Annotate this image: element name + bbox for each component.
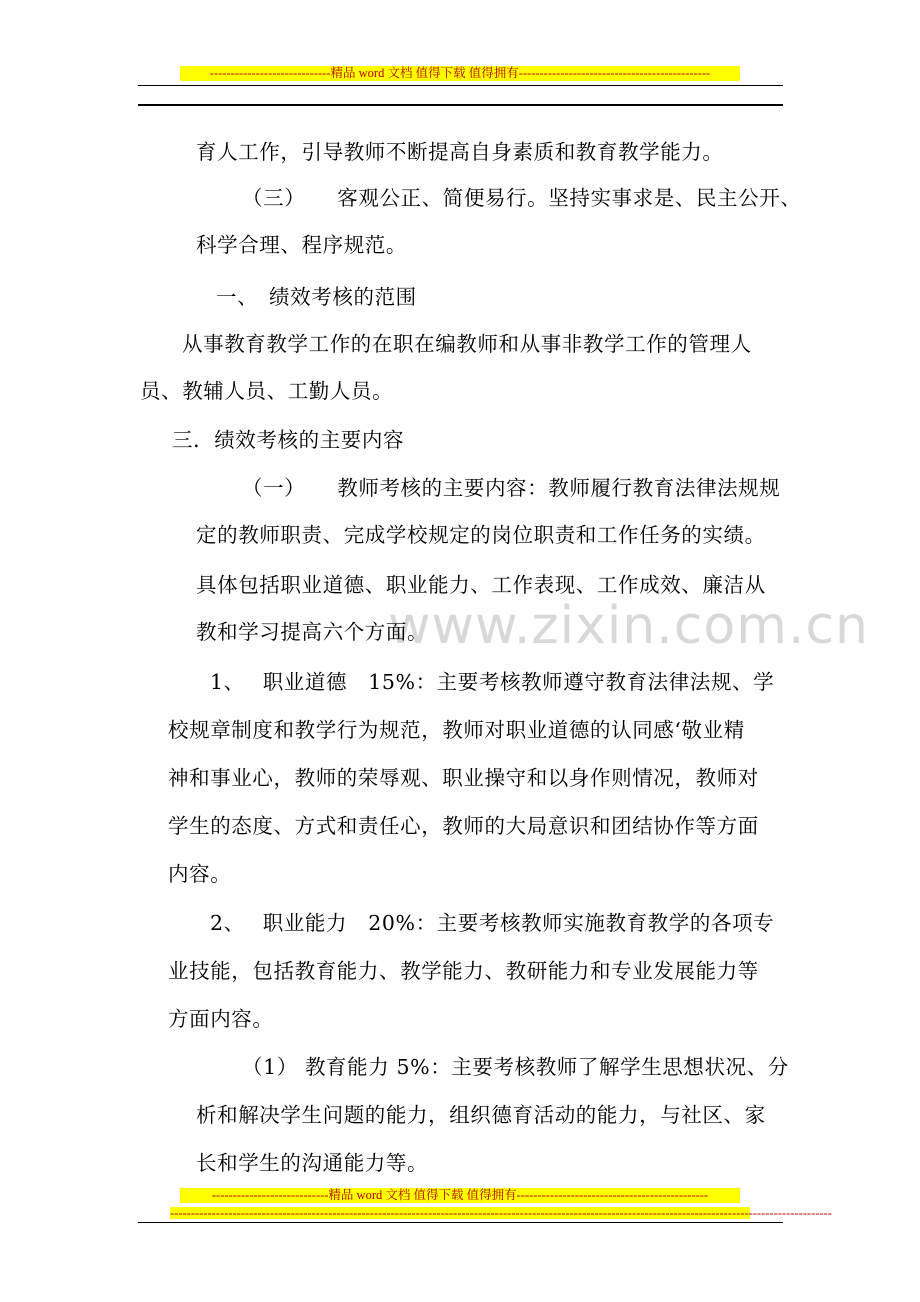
body-line: 从事教育教学工作的在职在编教师和从事非教学工作的管理人 — [182, 332, 752, 356]
body-line: （三） 客观公正、简便易行。坚持实事求是、民主公开、 — [242, 186, 802, 210]
section-heading: 三．绩效考核的主要内容 — [172, 428, 405, 452]
body-line: 2、 职业能力 20%：主要考核教师实施教育教学的各项专 — [210, 911, 775, 935]
footer-rule — [138, 1222, 783, 1223]
body-line: 神和事业心，教师的荣辱观、职业操守和以身作则情况，教师对 — [168, 766, 759, 790]
section-heading: 一、 绩效考核的范围 — [216, 285, 417, 309]
body-line: 1、 职业道德 15%：主要考核教师遵守教育法律法规、学 — [210, 670, 775, 694]
footer-banner: ----------------------------精品 word 文档 值得下载 值得拥有---------------------------------------------- — [180, 1188, 740, 1203]
body-line: 教和学习提高六个方面。 — [196, 620, 429, 644]
body-line: （1） 教育能力 5%：主要考核教师了解学生思想状况、分 — [242, 1055, 789, 1079]
body-line: 育人工作，引导教师不断提高自身素质和教育教学能力。 — [196, 140, 724, 164]
body-line: （一） 教师考核的主要内容：教师履行教育法律法规规 — [242, 476, 781, 500]
body-line: 析和解决学生问题的能力，组织德育活动的能力，与社区、家 — [196, 1103, 766, 1127]
body-line: 定的教师职责、完成学校规定的岗位职责和工作任务的实绩。 — [196, 523, 766, 547]
body-line: 校规章制度和教学行为规范，教师对职业道德的认同感‘敬业精 — [168, 718, 745, 742]
body-line: 具体包括职业道德、职业能力、工作表现、工作成效、廉洁从 — [196, 573, 766, 597]
header-banner: -----------------------------精品 word 文档 值得下载 值得拥有---------------------------------------------- — [180, 66, 740, 81]
body-line: 业技能，包括教育能力、教学能力、教研能力和专业发展能力等 — [168, 959, 759, 983]
footer-dashes: --------------------------------------------------------------------------------------------------------------------------------------------------------------- — [170, 1206, 832, 1220]
body-line: 内容。 — [168, 862, 232, 886]
header-rule-thin — [138, 85, 783, 86]
body-line: 科学合理、程序规范。 — [196, 233, 407, 257]
body-line: 员、教辅人员、工勤人员。 — [140, 379, 394, 403]
header-rule-thick — [138, 104, 783, 106]
watermark: www.zixin.com.cn — [388, 596, 869, 656]
body-line: 学生的态度、方式和责任心，教师的大局意识和团结协作等方面 — [168, 814, 759, 838]
body-line: 方面内容。 — [168, 1007, 274, 1031]
body-line: 长和学生的沟通能力等。 — [196, 1151, 429, 1175]
